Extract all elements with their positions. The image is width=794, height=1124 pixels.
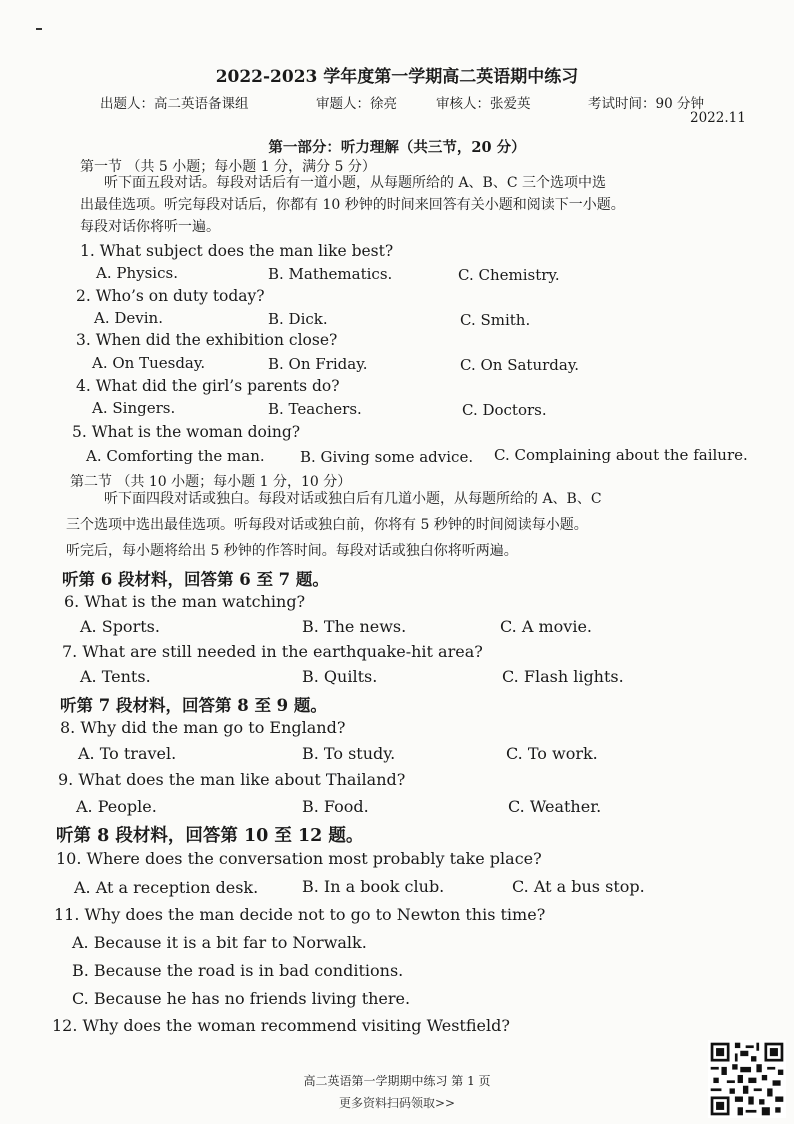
option-a: A. To travel.	[78, 744, 177, 763]
option-b: B. Mathematics.	[268, 265, 393, 283]
section2-title: 第二节 （共 10 小题；每小题 1 分，10 分）	[70, 474, 352, 490]
material-8-heading: 听第 8 段材料，回答第 10 至 12 题。	[56, 826, 364, 846]
option-a: A. Physics.	[96, 264, 178, 282]
option-c: C. Because he has no friends living there.	[72, 989, 411, 1008]
option-c: C. Complaining about the failure.	[494, 446, 748, 464]
question-stem: 12. Why does the woman recommend visiting Westfield?	[52, 1016, 510, 1035]
exam-date: 2022.11	[690, 110, 746, 126]
option-a: A. People.	[76, 797, 157, 816]
option-b: B. Teachers.	[268, 400, 362, 418]
option-a: A. Tents.	[80, 667, 151, 686]
option-b: B. On Friday.	[268, 355, 368, 373]
option-b: B. The news.	[302, 617, 407, 636]
option-b: B. Giving some advice.	[300, 448, 474, 466]
section2-directions-line1: 听下面四段对话或独白。每段对话或独白后有几道小题，从每题所给的 A、B、C	[104, 491, 602, 507]
option-c: C. Chemistry.	[458, 266, 560, 284]
option-a: A. Devin.	[94, 309, 163, 327]
option-b: B. Because the road is in bad conditions.	[72, 961, 404, 980]
question-stem: 2. Who’s on duty today?	[76, 287, 265, 305]
section1-directions-line3: 每段对话你将听一遍。	[80, 219, 220, 235]
exam-title: 2022-2023 学年度第一学期高二英语期中练习	[215, 67, 579, 87]
question-stem: 3. When did the exhibition close?	[76, 331, 338, 349]
question-stem: 4. What did the girl’s parents do?	[76, 377, 340, 395]
option-c: C. Doctors.	[462, 401, 547, 419]
section2-directions-line2: 三个选项中选出最佳选项。听每段对话或独白前，你将有 5 秒钟的时间阅读每小题。	[66, 517, 588, 533]
option-c: C. Smith.	[460, 311, 531, 329]
option-b: B. Food.	[302, 797, 369, 816]
option-c: C. Weather.	[508, 797, 602, 816]
option-a: A. Because it is a bit far to Norwalk.	[72, 933, 367, 952]
option-b: B. To study.	[302, 744, 396, 763]
reviewer: 审题人：徐亮	[316, 96, 397, 112]
option-a: A. On Tuesday.	[92, 354, 206, 372]
question-stem: 8. Why did the man go to England?	[60, 718, 346, 737]
section2-directions-line3: 听完后，每小题将给出 5 秒钟的作答时间。每段对话或独白你将听两遍。	[66, 543, 518, 559]
question-stem: 1. What subject does the man like best?	[80, 242, 394, 260]
section1-directions-line1: 听下面五段对话。每段对话后有一道小题，从每题所给的 A、B、C 三个选项中选	[104, 175, 607, 191]
approver: 审核人：张爱英	[436, 96, 531, 112]
option-c: C. A movie.	[500, 617, 592, 636]
qr-code-icon[interactable]	[708, 1040, 786, 1118]
page-footer: 高二英语第一学期期中练习 第 1 页	[303, 1074, 491, 1088]
option-b: B. In a book club.	[302, 877, 445, 896]
question-stem: 6. What is the man watching?	[64, 592, 306, 611]
option-c: C. At a bus stop.	[512, 877, 645, 896]
option-b: B. Quilts.	[302, 667, 378, 686]
setter: 出题人：高二英语备课组	[100, 96, 249, 112]
question-stem: 9. What does the man like about Thailand?	[58, 770, 406, 789]
more-resources-text: 更多资料扫码领取>>	[338, 1096, 456, 1110]
option-a: A. Singers.	[92, 399, 176, 417]
option-a: A. Sports.	[80, 617, 160, 636]
exam-duration: 考试时间：90 分钟	[588, 96, 704, 112]
section1-title: 第一节 （共 5 小题；每小题 1 分，满分 5 分）	[80, 159, 376, 175]
question-stem: 11. Why does the man decide not to go to Newton this time?	[54, 905, 546, 924]
question-stem: 7. What are still needed in the earthquake-hit area?	[62, 642, 483, 661]
option-c: C. To work.	[506, 744, 598, 763]
section1-directions-line2: 出最佳选项。听完每段对话后，你都有 10 秒钟的时间来回答有关小题和阅读下一小题。	[80, 197, 625, 213]
option-c: C. On Saturday.	[460, 356, 580, 374]
question-stem: 10. Where does the conversation most probably take place?	[56, 849, 542, 868]
option-b: B. Dick.	[268, 310, 328, 328]
scan-mark	[36, 28, 42, 30]
material-7-heading: 听第 7 段材料，回答第 8 至 9 题。	[60, 696, 327, 715]
option-c: C. Flash lights.	[502, 667, 624, 686]
option-a: A. Comforting the man.	[86, 447, 265, 465]
option-a: A. At a reception desk.	[74, 878, 259, 897]
material-6-heading: 听第 6 段材料，回答第 6 至 7 题。	[62, 570, 329, 589]
question-stem: 5. What is the woman doing?	[72, 423, 301, 441]
part1-title: 第一部分：听力理解（共三节，20 分）	[268, 139, 526, 156]
